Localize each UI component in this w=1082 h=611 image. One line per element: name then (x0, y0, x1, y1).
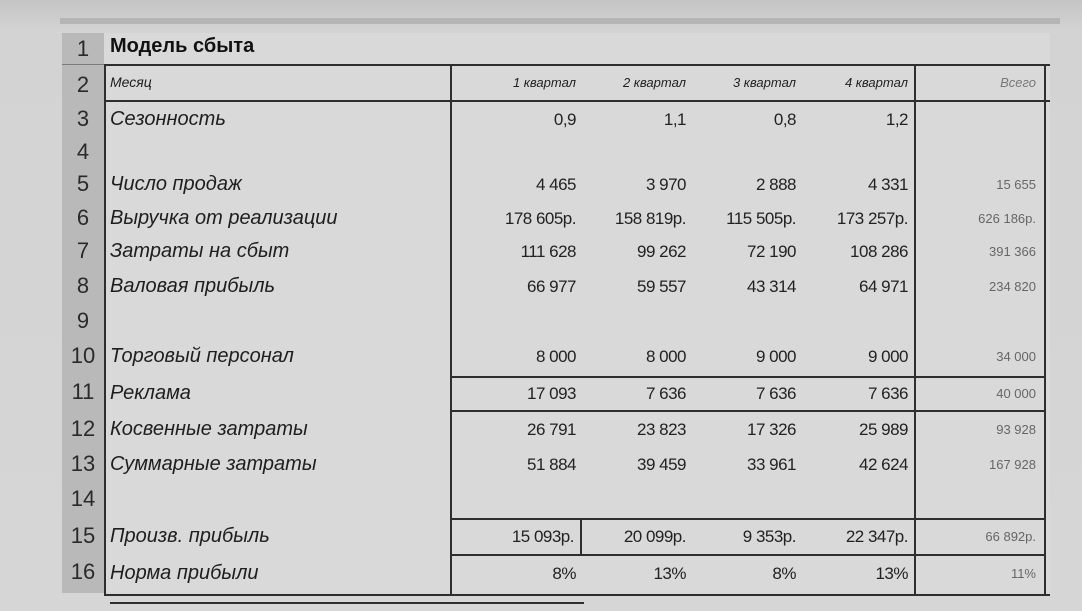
quarter-header[interactable]: 4 квартал (844, 75, 908, 90)
table-cell[interactable]: 23 823 (637, 420, 686, 439)
table-cell[interactable]: 108 286 (850, 242, 908, 261)
table-cell[interactable]: 0,9 (553, 110, 576, 129)
row-label[interactable]: Косвенные затраты (110, 418, 308, 440)
row-label[interactable]: Норма прибыли (110, 562, 259, 584)
row-label[interactable]: Торговый персонал (110, 345, 294, 367)
row-label[interactable]: Сезонность (110, 108, 226, 130)
row-number[interactable]: 10 (70, 343, 96, 368)
table-cell[interactable]: 8 000 (645, 347, 686, 366)
ad-row-border-bottom (452, 410, 1046, 412)
table-cell[interactable]: 22 347р. (845, 527, 908, 546)
header-border (104, 100, 1050, 102)
ad-row-border-top (452, 376, 1046, 378)
row-label[interactable]: Произв. прибыль (110, 525, 270, 547)
quarter-header[interactable]: 3 квартал (732, 75, 796, 90)
table-cell[interactable]: 13% (653, 564, 686, 583)
row-number[interactable]: 5 (76, 171, 90, 196)
table-cell[interactable]: 25 989 (859, 420, 908, 439)
label-column-border (450, 64, 452, 596)
table-border-left (104, 64, 106, 596)
table-cell[interactable]: 72 190 (747, 242, 796, 261)
row-number[interactable]: 6 (76, 205, 90, 230)
table-cell[interactable]: 1,1 (663, 110, 686, 129)
header-label[interactable]: Месяц (110, 74, 152, 90)
total-cell[interactable]: 234 820 (989, 279, 1036, 294)
table-border-bottom (104, 594, 1050, 596)
row-label[interactable]: Выручка от реализации (110, 207, 338, 229)
table-cell[interactable]: 7 636 (867, 384, 908, 403)
total-cell[interactable]: 15 655 (996, 177, 1036, 192)
row-number[interactable]: 8 (76, 273, 90, 298)
quarter-header[interactable]: 2 квартал (622, 75, 686, 90)
total-column-border (914, 64, 916, 596)
total-cell[interactable]: 167 928 (989, 457, 1036, 472)
table-cell[interactable]: 8% (772, 564, 796, 583)
sheet-title[interactable]: Модель сбыта (110, 35, 255, 57)
table-cell[interactable]: 51 884 (527, 455, 576, 474)
table-cell[interactable]: 3 970 (645, 175, 686, 194)
row-label[interactable]: Реклама (110, 382, 191, 404)
total-cell[interactable]: 626 186р. (978, 211, 1036, 226)
next-table-border (110, 602, 584, 604)
table-cell[interactable]: 111 628 (520, 242, 576, 261)
selected-cell[interactable]: 15 093р. (511, 527, 574, 546)
quarter-header[interactable]: 1 квартал (512, 75, 576, 90)
table-cell[interactable]: 26 791 (527, 420, 576, 439)
table-cell[interactable]: 115 505р. (726, 209, 796, 228)
table-cell[interactable]: 99 262 (637, 242, 686, 261)
table-cell[interactable]: 42 624 (859, 455, 908, 474)
table-border-right (1044, 64, 1046, 596)
table-cell[interactable]: 33 961 (747, 455, 796, 474)
total-cell[interactable]: 11% (1010, 566, 1036, 581)
row-number[interactable]: 1 (76, 36, 90, 61)
table-cell[interactable]: 39 459 (637, 455, 686, 474)
profit-row-border-top (452, 518, 1046, 520)
row-number[interactable]: 3 (76, 106, 90, 131)
table-border-top (104, 64, 1050, 66)
row-number[interactable]: 4 (76, 139, 90, 164)
profit-row-border-bottom (452, 554, 1046, 556)
row-label[interactable]: Затраты на сбыт (110, 240, 290, 262)
total-cell[interactable]: 40 000 (996, 386, 1036, 401)
table-cell[interactable]: 9 000 (755, 347, 796, 366)
total-cell[interactable]: 93 928 (996, 422, 1036, 437)
table-cell[interactable]: 20 099р. (623, 527, 686, 546)
top-edge (60, 18, 1060, 24)
table-cell[interactable]: 173 257р. (836, 209, 908, 228)
row-number[interactable]: 14 (70, 486, 96, 511)
total-header[interactable]: Всего (1000, 75, 1036, 90)
row-number[interactable]: 9 (76, 308, 90, 333)
table-cell[interactable]: 64 971 (859, 277, 908, 296)
row-number[interactable]: 15 (70, 523, 96, 548)
table-cell[interactable]: 4 331 (867, 175, 908, 194)
table-cell[interactable]: 7 636 (645, 384, 686, 403)
table-cell[interactable]: 158 819р. (614, 209, 686, 228)
row-label[interactable]: Валовая прибыль (110, 275, 276, 297)
table-cell[interactable]: 8% (552, 564, 576, 583)
table-cell[interactable]: 2 888 (755, 175, 796, 194)
table-cell[interactable]: 59 557 (637, 277, 686, 296)
table-cell[interactable]: 17 093 (527, 384, 576, 403)
table-cell[interactable]: 178 605р. (504, 209, 576, 228)
table-cell[interactable]: 17 326 (747, 420, 796, 439)
row-label[interactable]: Суммарные затраты (110, 453, 317, 475)
row-number[interactable]: 13 (70, 451, 96, 476)
table-cell[interactable]: 9 000 (867, 347, 908, 366)
total-cell[interactable]: 66 892р. (985, 529, 1036, 544)
row-number[interactable]: 2 (76, 72, 90, 97)
row-number[interactable]: 7 (76, 238, 90, 263)
row-number[interactable]: 11 (71, 379, 95, 404)
total-cell[interactable]: 34 000 (996, 349, 1036, 364)
table-cell[interactable]: 1,2 (885, 110, 908, 129)
table-cell[interactable]: 9 353р. (742, 527, 796, 546)
table-cell[interactable]: 8 000 (535, 347, 576, 366)
table-cell[interactable]: 0,8 (773, 110, 796, 129)
table-cell[interactable]: 7 636 (755, 384, 796, 403)
table-cell[interactable]: 13% (875, 564, 908, 583)
table-cell[interactable]: 66 977 (527, 277, 576, 296)
table-cell[interactable]: 4 465 (535, 175, 576, 194)
row-label[interactable]: Число продаж (110, 173, 242, 195)
total-cell[interactable]: 391 366 (989, 244, 1036, 259)
row-number[interactable]: 12 (70, 416, 96, 441)
table-cell[interactable]: 43 314 (747, 277, 796, 296)
row-number[interactable]: 16 (70, 559, 96, 584)
